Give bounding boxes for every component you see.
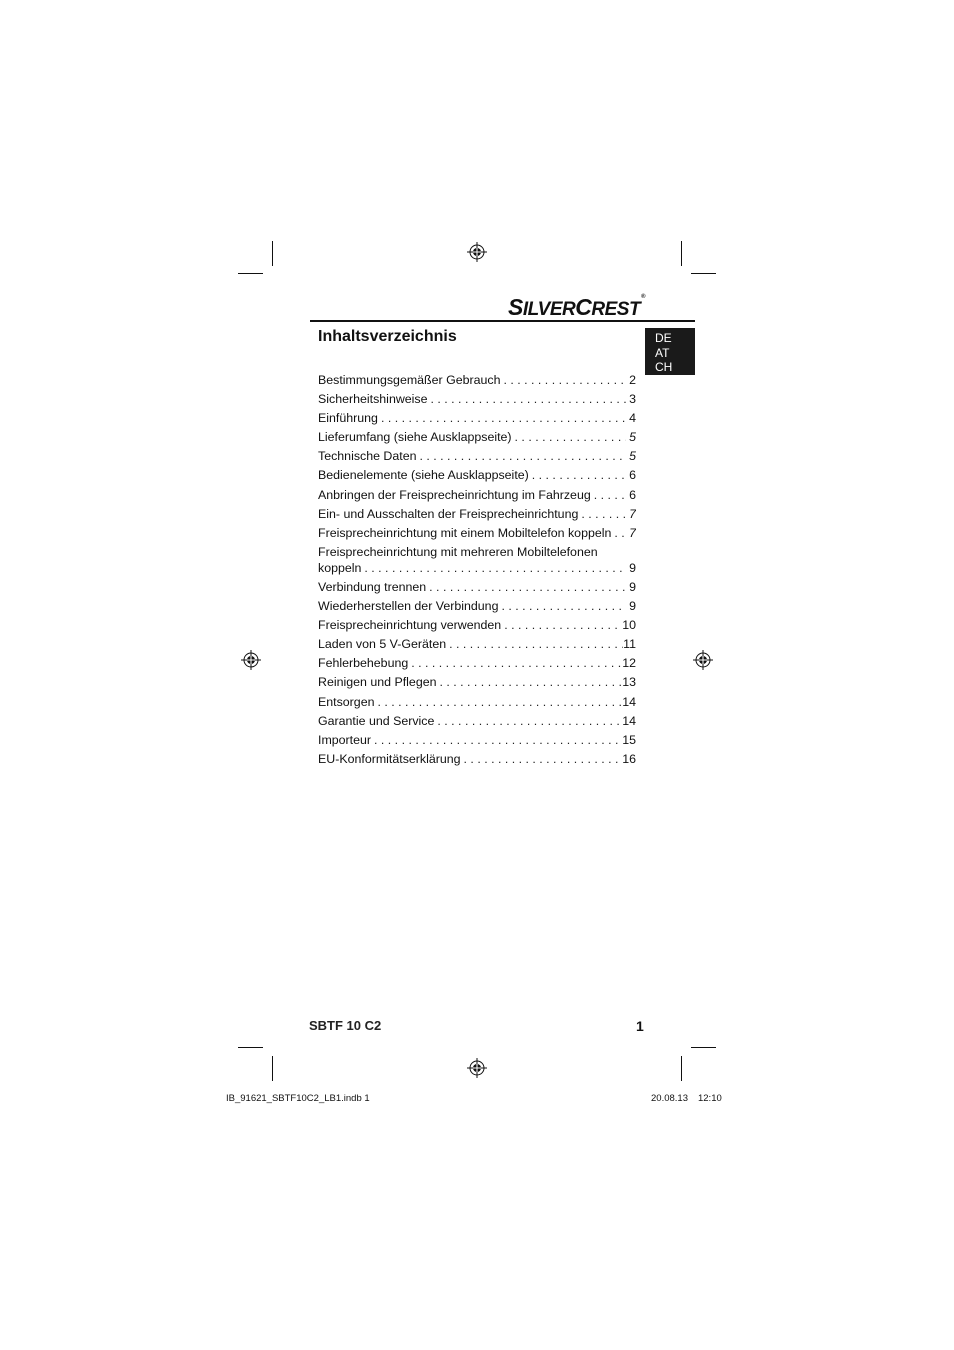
model-number: SBTF 10 C2 [309,1018,382,1033]
toc-entry[interactable]: koppeln . . . 9 [318,561,636,580]
registration-mark-icon [466,1057,488,1079]
toc-entry[interactable]: Sicherheitshinweise . . . 3 [318,392,636,411]
crop-mark [238,273,263,274]
language-code: DE [655,331,672,345]
toc-entry[interactable]: Lieferumfang (siehe Ausklappseite) . . . 5 [318,430,636,449]
crop-mark [272,1056,273,1081]
crop-mark [691,273,716,274]
page-number: 1 [636,1018,644,1034]
toc-entry[interactable]: Fehlerbehebung . . . 12 [318,656,636,675]
crop-mark [681,241,682,266]
toc-entry[interactable]: Anbringen der Freisprecheinrichtung im Fahrzeug . . . 6 [318,488,636,507]
toc-entry[interactable]: Entsorgen . . . 14 [318,695,636,714]
toc-entry[interactable]: Verbindung trennen . . . 9 [318,580,636,599]
language-badge [645,328,695,375]
print-slug-time: 12:10 [697,1093,722,1104]
toc-entry[interactable]: Freisprecheinrichtung verwenden . . . 10 [318,618,636,637]
crop-mark [238,1047,263,1048]
toc-entry[interactable]: Bestimmungsgemäßer Gebrauch . . . 2 [318,373,636,392]
brand-logo: SILVERCREST® [508,294,645,320]
page-title: Inhaltsverzeichnis [318,328,457,345]
toc-entry[interactable]: Einführung . . . 4 [318,411,636,430]
toc-entry[interactable]: Wiederherstellen der Verbindung . . . 9 [318,599,636,618]
crop-mark [272,241,273,266]
crop-mark [681,1056,682,1081]
language-code: AT [655,345,670,360]
registration-mark-icon [466,241,488,263]
crop-mark [691,1047,716,1048]
header-rule [310,320,695,322]
toc-entry-first-line[interactable]: Freisprecheinrichtung mit mehreren Mobiltelefonen [318,544,598,559]
print-slug-date: 20.08.13 [651,1093,688,1104]
print-slug-timestamp [651,1093,722,1104]
registration-mark-icon [240,649,262,671]
toc-entry[interactable]: Reinigen und Pflegen . . . 13 [318,675,636,694]
toc-entry[interactable]: Technische Daten . . . 5 [318,449,636,468]
toc-entry[interactable]: Importeur . . . 15 [318,733,636,752]
table-of-contents [318,373,636,771]
registration-mark-icon [692,649,714,671]
toc-entry[interactable]: Garantie und Service . . . 14 [318,714,636,733]
language-code: CH [655,360,673,374]
print-slug-file: IB_91621_SBTF10C2_LB1.indb 1 [226,1093,370,1104]
toc-entry[interactable]: EU-Konformitätserklärung . . . 16 [318,752,636,771]
toc-entry[interactable]: Freisprecheinrichtung mit einem Mobiltelefon koppeln . . . 7 [318,526,636,545]
toc-entry[interactable]: Ein- und Ausschalten der Freisprecheinrichtung . . . 7 [318,507,636,526]
toc-entry[interactable]: Bedienelemente (siehe Ausklappseite) . . . 6 [318,468,636,487]
toc-entry[interactable]: Laden von 5 V-Geräten . . . 11 [318,637,636,656]
